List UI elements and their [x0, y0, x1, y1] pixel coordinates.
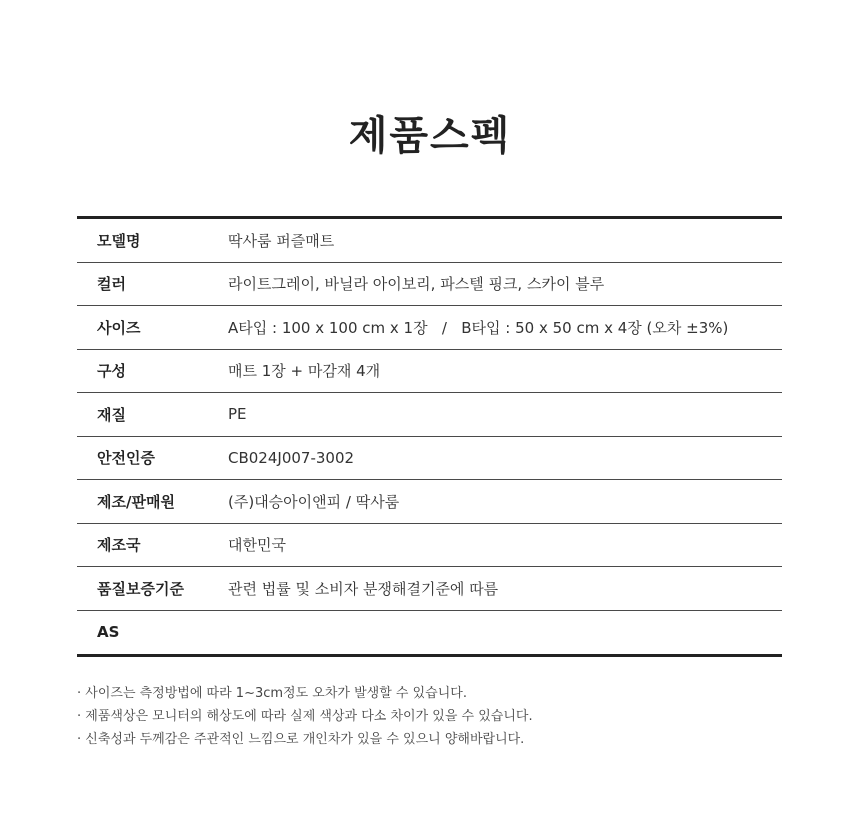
spec-table — [77, 216, 782, 657]
spec-label: 사이즈 — [97, 318, 141, 337]
note-item: · 신축성과 두께감은 주관적인 느낌으로 개인차가 있을 수 있으니 양해바랍니다. — [77, 732, 525, 747]
spec-value: 매트 1장 + 마감재 4개 — [228, 362, 381, 381]
spec-value: 라이트그레이, 바닐라 아이보리, 파스텔 핑크, 스카이 블루 — [228, 275, 605, 294]
spec-row-material — [77, 393, 782, 437]
spec-value: 관련 법률 및 소비자 분쟁해결기준에 따름 — [228, 579, 499, 598]
spec-value: 대한민국 — [228, 536, 286, 555]
page-title: 제품스펙 — [348, 113, 512, 159]
note-item: · 제품색상은 모니터의 해상도에 따라 실제 색상과 다소 차이가 있을 수 있습니다. — [77, 709, 533, 724]
spec-label: 제조/판매원 — [97, 492, 175, 511]
spec-value: CB024J007-3002 — [228, 448, 355, 467]
note-item: · 사이즈는 측정방법에 따라 1~3cm정도 오차가 발생할 수 있습니다. — [77, 686, 467, 701]
spec-row-manufacturer — [77, 480, 782, 524]
spec-label: 제조국 — [97, 536, 141, 555]
notes — [77, 682, 782, 751]
spec-row-as — [77, 611, 782, 655]
spec-row-model — [77, 219, 782, 263]
spec-row-warranty — [77, 567, 782, 611]
spec-row-composition — [77, 350, 782, 394]
spec-row-color — [77, 263, 782, 307]
spec-label: AS — [97, 623, 120, 642]
spec-label: 안전인증 — [97, 449, 155, 468]
spec-row-size — [77, 306, 782, 350]
spec-value: 딱사룸 퍼즐매트 — [228, 231, 335, 250]
spec-label: 모델명 — [97, 231, 141, 250]
spec-value: PE — [228, 405, 247, 424]
spec-value: A타입 : 100 x 100 cm x 1장 / B타입 : 50 x 50 cm x 4장 (오차 ±3%) — [228, 318, 729, 337]
spec-label: 구성 — [97, 362, 126, 381]
spec-row-certification — [77, 437, 782, 481]
spec-label: 재질 — [97, 405, 126, 424]
spec-row-country — [77, 524, 782, 568]
spec-label: 품질보증기준 — [97, 579, 184, 598]
spec-label: 컬러 — [97, 275, 126, 294]
spec-value: (주)대승아이앤피 / 딱사룸 — [228, 492, 400, 511]
